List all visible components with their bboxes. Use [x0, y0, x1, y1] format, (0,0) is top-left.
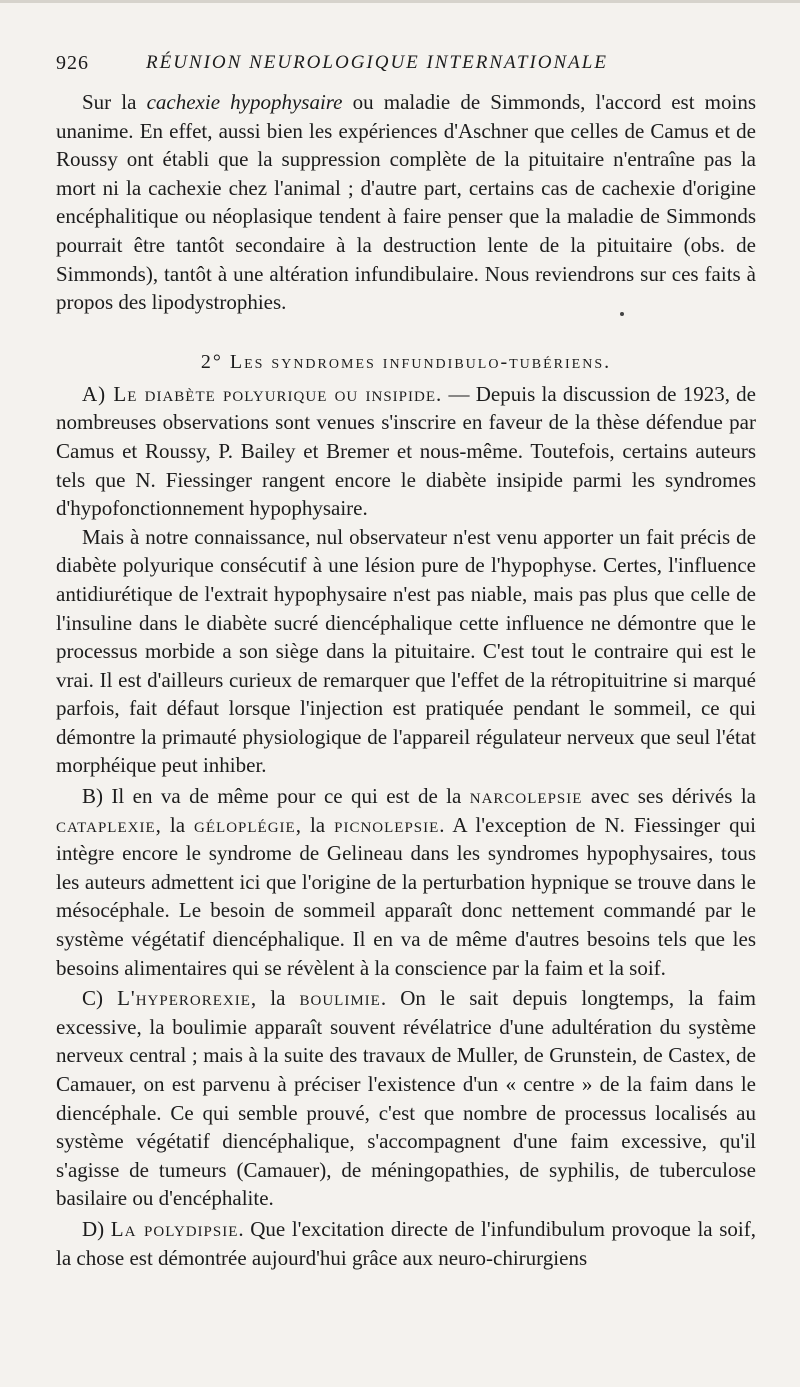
- paragraph-d: [56, 1215, 756, 1272]
- section-title: 2° Les syndromes infundibulo-tubériens.: [200, 350, 612, 373]
- paragraph-c: [56, 984, 756, 1213]
- paragraph-a: [56, 380, 756, 523]
- term-cataplexie: cataplexie: [56, 812, 156, 837]
- paragraph-b-mid1: avec ses dérivés la: [582, 784, 756, 809]
- running-head: RÉUNION NEUROLOGIQUE INTERNATIONALE: [146, 52, 608, 73]
- paragraph-a-label: A) Le diabète polyurique ou insipide.: [82, 381, 443, 406]
- intro-prefix: Sur la: [82, 90, 147, 114]
- term-hyperorexie: L'hyperorexie: [117, 986, 251, 1011]
- page-header: [56, 52, 756, 82]
- term-picnolepsie: picnolepsie: [334, 812, 440, 837]
- paragraph-b: [56, 782, 756, 982]
- intro-paragraph: [56, 88, 756, 317]
- intro-term: cachexie hypophysaire: [146, 90, 343, 114]
- paragraph-c-prefix: C): [82, 986, 118, 1011]
- intro-text: ou maladie de Simmonds, l'accord est moins unanime. En effet, aussi bien les expériences d'Aschner que celles de Camus et de Roussy ont établi que la suppression complète de la pituitaire n'entraîne pas la mort ni la cachexie chez l'animal ; d'autre part, certains cas de cachexie d'origine encéphalitique ou néoplasique tendent à faire penser que la maladie de Simmonds pourrait être tantôt secondaire à la destruction lente de la pituitaire (obs. de Simmonds), tantôt à une altération infundibulaire. Nous reviendrons sur ces faits à propos des lipodystrophies.: [56, 90, 757, 315]
- paragraph-b-mid2: , la: [155, 812, 195, 837]
- paragraph-b-prefix: B) Il en va de même pour ce qui est de la: [82, 784, 470, 809]
- paragraph-c-mid: , la: [250, 986, 300, 1011]
- page-number: 926: [56, 52, 89, 74]
- term-boulimie: boulimie: [299, 986, 381, 1011]
- paragraph-b-mid3: , la: [295, 812, 335, 837]
- paragraph-b-text: . A l'exception de N. Fiessinger qui intègre encore le syndrome de Gelineau dans les syndromes hypophysaires, tous les auteurs admettent ici que l'origine de la perturbation hypnique se trouve dans le mésocéphale. Le besoin de sommeil apparaît donc nettement commandé par le système végétatif diencéphalique. Il en va de même d'autres besoins tels que les besoins alimentaires qui se révèlent à la conscience par la faim et la soif.: [56, 812, 757, 980]
- term-geloplegie: géloplégie: [194, 812, 296, 837]
- page-body: [56, 88, 756, 1272]
- paragraph-a-text: — Depuis la discussion de 1923, de nombreuses observations sont venues s'inscrire en faveur de la thèse défendue par Camus et Roussy, P. Bailey et Bremer et nous-même. Toutefois, certains auteurs tels que N. Fiessinger rangent encore le diabète insipide parmi les syndromes d'hypofonctionnement hypophysaire.: [56, 381, 757, 521]
- paragraph-c-text: . On le sait depuis longtemps, la faim excessive, la boulimie apparaît souvent révélatrice d'une adultération du système nerveux central ; mais à la suite des travaux de Muller, de Grunstein, de Castex, de Camauer, on est parvenu à préciser l'existence d'un « centre » de la faim dans le diencéphale. Ce qui semble prouvé, c'est que nombre de processus localisés au système végétatif diencéphalique, s'accompagnent d'une faim excessive, qu'il s'agisse de tumeurs (Camauer), de méningopathies, de syphilis, de tuberculose basilaire ou d'encéphalite.: [56, 986, 757, 1211]
- page-top-edge: [0, 0, 800, 3]
- term-polydipsie: La polydipsie: [110, 1216, 239, 1241]
- paragraph-d-prefix: D): [82, 1216, 111, 1241]
- paragraph-a2: Mais à notre connaissance, nul observateur n'est venu apporter un fait précis de diabète polyurique consécutif à une lésion pure de l'hypophyse. Certes, l'influence antidiurétique de l'extrait hypophysaire n'est pas niable, mais pas plus que celle de l'insuline dans le diabète sucré diencéphalique cette influence ne démontre que le processus morbide a son siège dans la pituitaire. C'est tout le contraire qui est le vrai. Il est d'ailleurs curieux de remarquer que l'effet de la rétropituitrine si marqué parfois, fait défaut lorsque l'injection est pratiquée pendant le sommeil, ce qui démontre la primauté physiologique de l'appareil régulateur nerveux que seul l'état morphéique peut inhiber.: [56, 524, 756, 778]
- term-narcolepsie: narcolepsie: [469, 784, 583, 809]
- paragraph-d-text: . Que l'excitation directe de l'infundibulum provoque la soif, la chose est démontrée aujourd'hui grâce aux neuro-chirurgiens: [56, 1216, 756, 1270]
